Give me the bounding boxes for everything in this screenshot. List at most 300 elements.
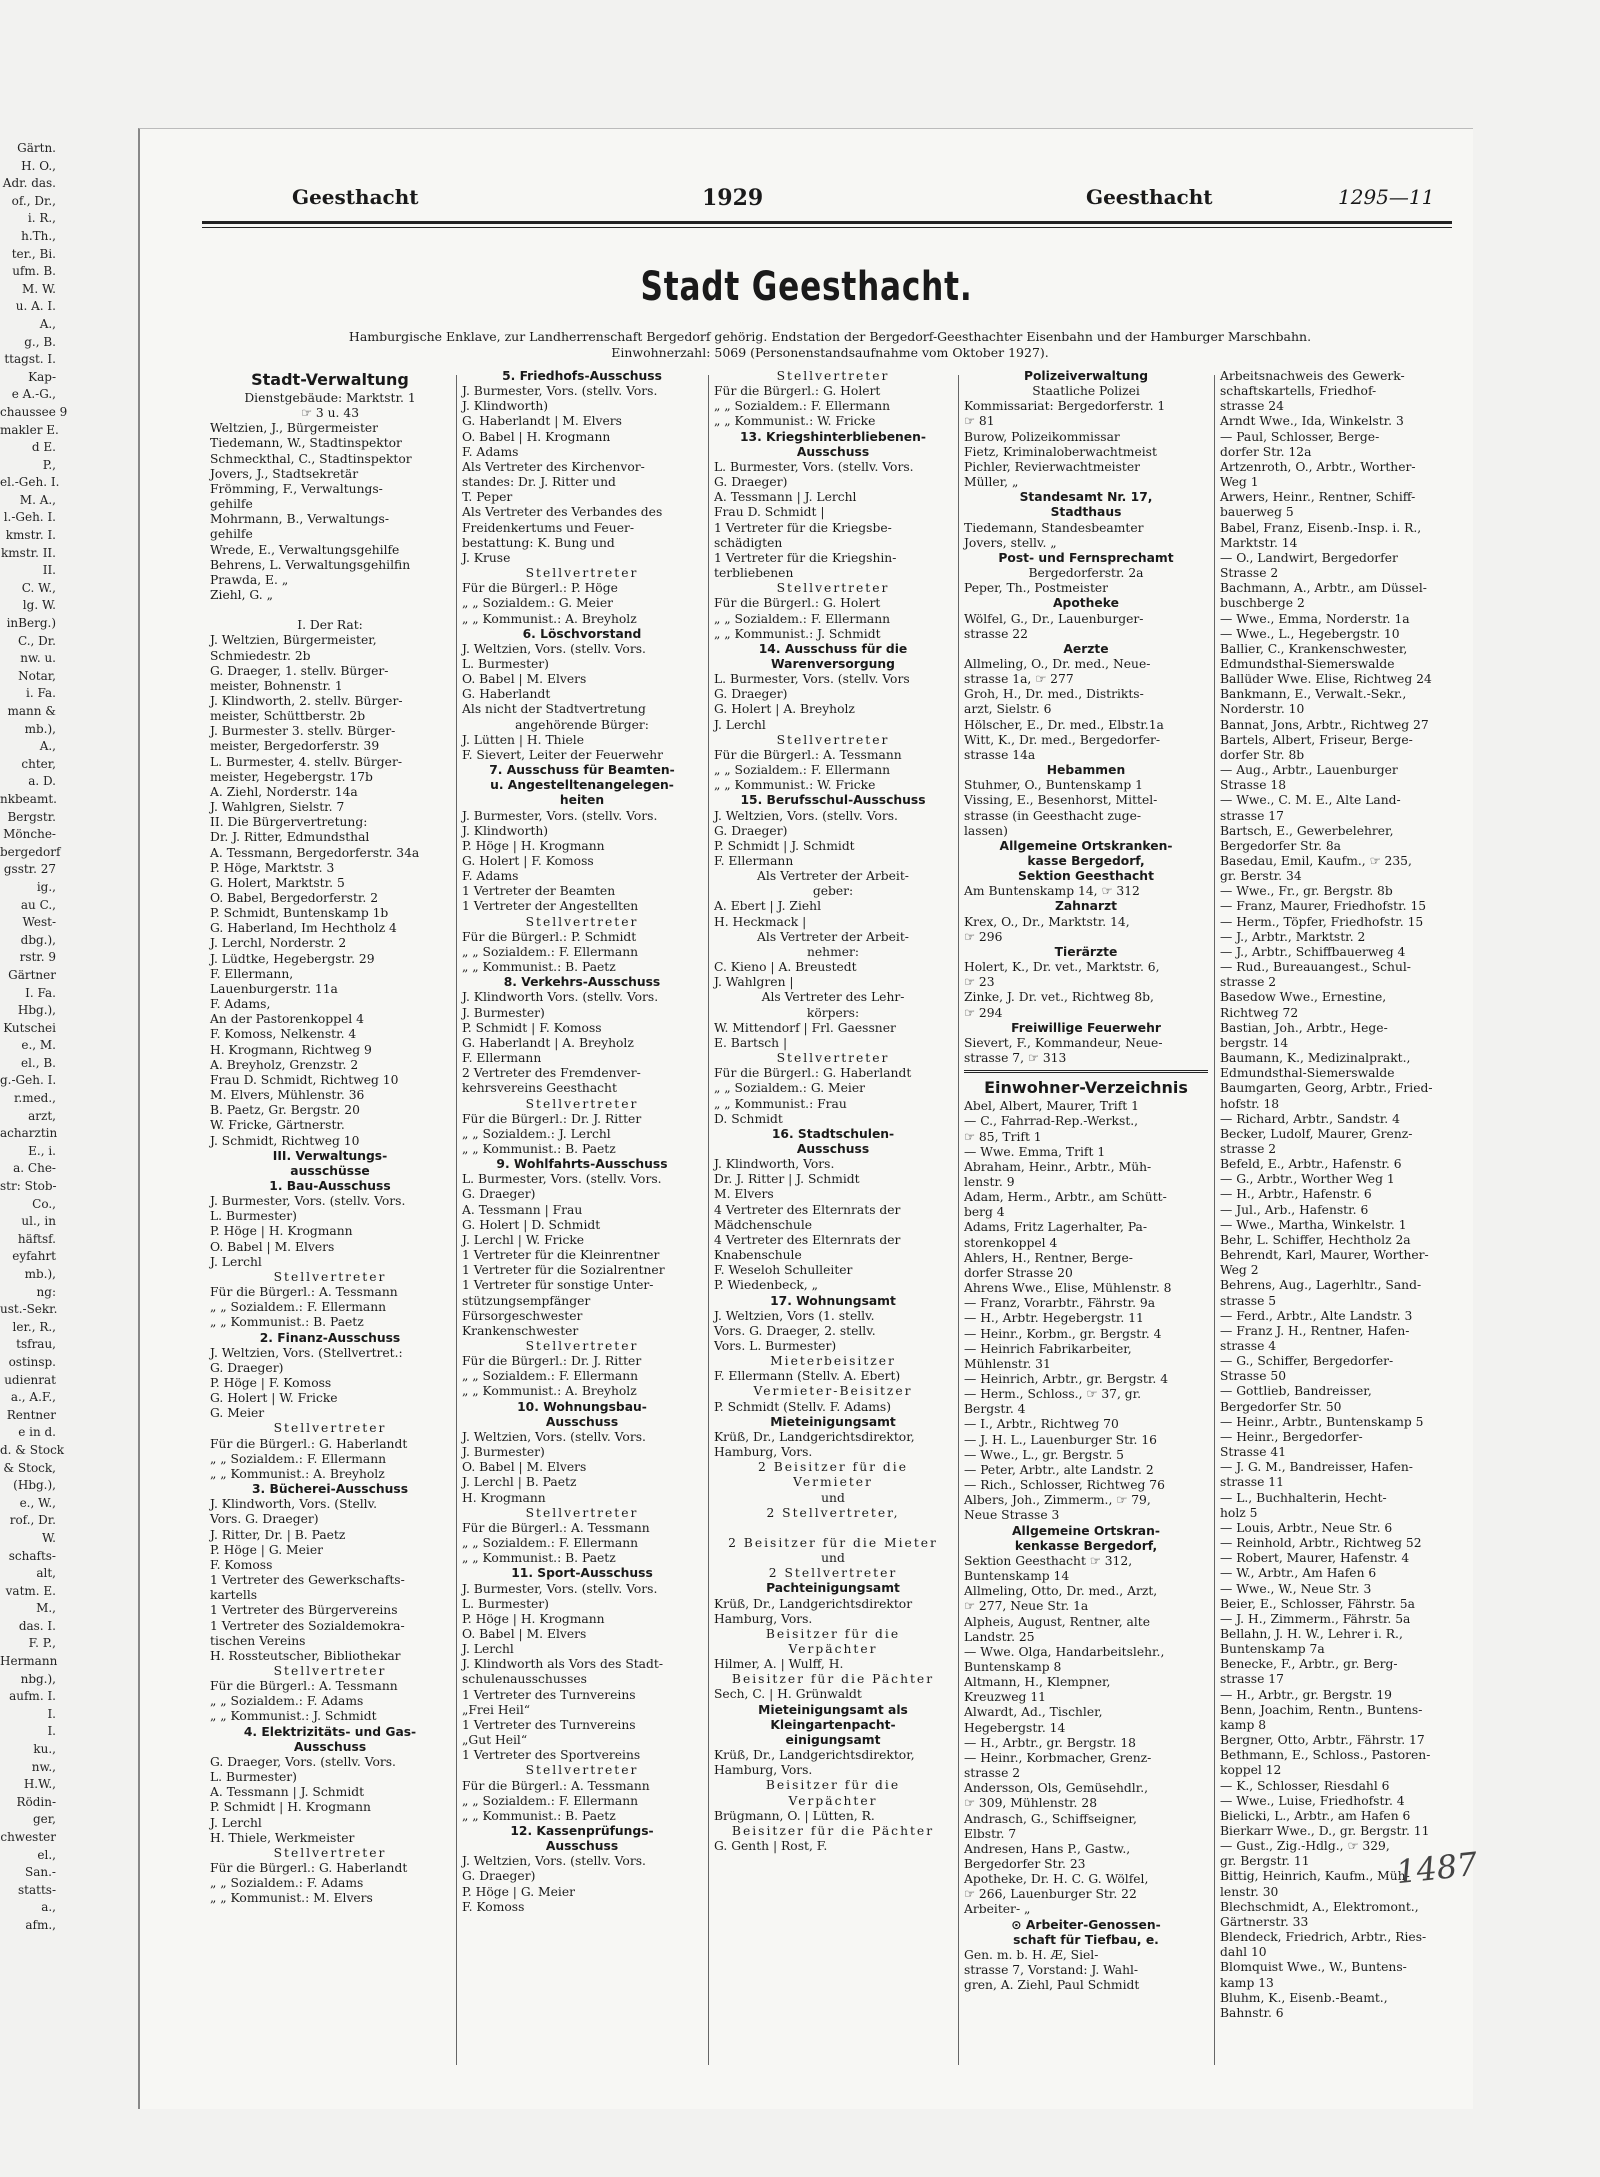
margin-line: kmstr. I. [5,528,56,543]
entry-line: dorfer Str. 8b [1220,747,1305,762]
margin-line: I. Fa. [25,985,56,1000]
entry-line: G. Holert, Marktstr. 5 [210,875,345,890]
section-heading: 11. Sport-Ausschuss [511,1566,653,1581]
margin-line: vatm. E. [5,1583,56,1598]
entry-line: Jovers, J., Stadtsekretär [210,466,359,481]
entry-line: — Wwe., Emma, Norderstr. 1a [1220,611,1410,626]
entry-line: ☞ 309, Mühlenstr. 28 [964,1796,1098,1811]
entry-line: G. Draeger) [462,1869,536,1884]
entry-line: Abraham, Heinr., Arbtr., Müh- [964,1159,1152,1174]
section-heading: Polizeiverwaltung [1023,369,1149,383]
entry-line: „Frei Heil“ [462,1702,531,1717]
margin-line: chwester [0,1830,56,1844]
entry-line: — H., Arbtr. Hegebergstr. 11 [964,1311,1144,1326]
entry-line: 1 Vertreter der Angestellten [462,899,639,914]
entry-line: holz 5 [1220,1505,1258,1520]
margin-line: g., B. [24,334,56,349]
entry-line: Frau D. Schmidt | [714,505,825,520]
entry-line: Elbstr. 7 [964,1826,1017,1841]
entry-line: G. Draeger, Vors. (stellv. Vors. [210,1754,396,1769]
entry-line: — Reinhold, Arbtr., Richtweg 52 [1220,1536,1422,1551]
margin-line: E., i. [28,1143,56,1158]
margin-line: W. [41,1530,56,1545]
entry-line: Gen. m. b. H. Æ, Siel- [964,1947,1099,1962]
entry-line: Bierkarr Wwe., D., gr. Bergstr. 11 [1220,1824,1430,1838]
entry-line: Allmeling, O., Dr. med., Neue- [964,656,1151,671]
margin-line: & Stock, [3,1460,56,1475]
margin-line: schafts- [8,1548,56,1563]
entry-line: „ „ Sozialdem.: F. Ellermann [210,1451,387,1466]
entry-line: Allmeling, Otto, Dr. med., Arzt, [964,1584,1158,1599]
entry-line: Frömming, F., Verwaltungs- [210,481,383,496]
margin-line: nbg.), [20,1671,56,1686]
entry-line: strasse 7, Vorstand: J. Wahl- [964,1963,1139,1978]
margin-line: a., [41,1900,56,1915]
entry-line: J. Weltzien, Vors. (stellv. Vors. [714,808,898,823]
entry-line: meister, Bohnenstr. 1 [210,678,343,693]
entry-line: strasse 4 [1220,1339,1277,1353]
margin-line: a., A.F., [10,1390,56,1405]
entry-line: — Heinr., Korbm., gr. Bergstr. 4 [964,1326,1162,1341]
entry-line: gr. Berstr. 34 [1220,869,1302,884]
margin-line: inBerg.) [6,616,56,631]
entry-line: J. Lerchl [714,717,766,732]
entry-line: ☞ 23 [964,975,995,990]
entry-line: Stellvertreter [525,1505,639,1520]
entry-line: — H., Arbtr., gr. Bergstr. 19 [1220,1687,1393,1702]
entry-line: und [821,1551,845,1566]
entry-line: strasse 22 [964,626,1028,641]
entry-line: F. Ellermann, [210,966,294,981]
entry-line: Blomquist Wwe., W., Buntens- [1220,1960,1407,1975]
entry-line: Adams, Fritz Lagerhalter, Pa- [964,1220,1148,1235]
entry-line: nehmer: [806,944,860,959]
entry-line: Krex, O., Dr., Marktstr. 14, [964,914,1130,929]
section-heading: Warenversorgung [771,656,895,671]
entry-line: An der Pastorenkoppel 4 [210,1012,364,1027]
entry-line: J. Burmester, Vors. (stellv. Vors. [462,384,658,399]
margin-line: a. D. [28,774,56,789]
entry-line: 2 Beisitzer für die Mieter [728,1535,938,1550]
entry-line: strasse 2 [964,1766,1021,1781]
entry-line: Basedau, Emil, Kaufm., ☞ 235, [1220,854,1412,868]
margin-line: C. W., [21,580,56,595]
section-heading: 7. Ausschuss für Beamten- [489,763,675,778]
section-heading: Freiwillige Feuerwehr [1011,1020,1161,1035]
margin-line: l.-Geh. I. [3,510,56,525]
entry-line: Hilmer, A. | Wulff, H. [714,1657,844,1672]
entry-line: F. Komoss [210,1557,273,1572]
entry-line: Strasse 41 [1220,1445,1287,1460]
section-heading: Post- und Fernsprechamt [998,550,1174,565]
margin-line: ger, [32,1812,56,1827]
entry-line: — Robert, Maurer, Hafenstr. 4 [1220,1551,1410,1566]
section-heading: kenkasse Bergedorf, [1014,1538,1158,1553]
entry-line: Arndt Wwe., Ida, Winkelstr. 3 [1220,414,1404,429]
entry-line: ☞ 266, Lauenburger Str. 22 [964,1887,1137,1902]
entry-line: Fietz, Kriminaloberwachtmeist [964,444,1157,459]
entry-line: L. Burmester, 4. stellv. Bürger- [210,754,402,769]
entry-line: Marktstr. 14 [1220,535,1298,550]
entry-line: 1 Vertreter für sonstige Unter- [462,1278,654,1293]
section-heading: Mieteinigungsamt als [758,1702,908,1717]
entry-line: J. Klindworth, 2. stellv. Bürger- [210,693,403,708]
entry-line: F. Sievert, Leiter der Feuerwehr [462,747,664,762]
entry-line: Strasse 18 [1220,778,1287,793]
entry-line: Für die Bürgerl.: Dr. J. Ritter [462,1111,642,1126]
entry-line: Neue Strasse 3 [964,1508,1060,1523]
entry-line: Arbeiter- „ [964,1902,1031,1917]
entry-line: — J., Arbtr., Marktstr. 2 [1220,929,1366,944]
entry-line: H. Heckmack | [714,914,807,929]
header-rule-thin [202,227,1452,228]
entry-line: Verpächter [788,1793,878,1808]
entry-line: Baumann, K., Medizinalprakt., [1220,1051,1411,1066]
entry-line: Behrens, Aug., Lagerhltr., Sand- [1220,1278,1422,1293]
entry-line: P. Höge | G. Meier [210,1542,323,1557]
running-head-left: Geesthacht [292,185,419,209]
entry-line: Stellvertreter [525,1339,639,1353]
page-title: Stadt Geesthacht. [640,264,973,310]
entry-line: Als Vertreter der Arbeit- [757,929,909,944]
margin-line: gsstr. 27 [3,862,56,877]
entry-line: Vissing, E., Besenhorst, Mittel- [964,793,1158,808]
section-heading: 15. Berufsschul-Ausschuss [740,793,926,808]
entry-line: Krüß, Dr., Landgerichtsdirektor, [714,1429,915,1444]
section-heading: Allgemeine Ortskran- [1012,1523,1160,1538]
margin-line: h.Th., [21,228,56,243]
entry-line: 1 Vertreter des Sportvereins [462,1748,641,1763]
entry-line: „ „ Sozialdem.: G. Meier [462,596,613,611]
entry-line: O. Babel | M. Elvers [462,1626,587,1641]
section-heading: 17. Wohnungsamt [770,1293,896,1308]
entry-line: angehörende Bürger: [515,717,649,732]
margin-line: nkbeamt. [0,791,57,806]
section-heading: 5. Friedhofs-Ausschuss [502,369,662,383]
section-heading: 16. Stadtschulen- [771,1126,895,1141]
entry-line: Albers, Joh., Zimmerm., ☞ 79, [964,1493,1151,1508]
entry-line: — L., Buchhalterin, Hecht- [1220,1490,1387,1505]
margin-line: Kutschei [3,1020,56,1035]
section-heading: 4. Elektrizitäts- und Gas- [243,1724,417,1739]
entry-line: strasse 2 [1220,975,1277,990]
entry-line: A. Tessmann | J. Schmidt [210,1785,365,1800]
entry-line: Bergedorfer Str. 23 [964,1857,1086,1871]
entry-line: — Franz, Maurer, Friedhofstr. 15 [1220,899,1427,914]
margin-line: r.med., [13,1091,56,1106]
entry-line: strasse 17 [1220,808,1284,823]
entry-line: — Gust., Zig.-Hdlg., ☞ 329, [1220,1839,1390,1854]
section-heading: Stadt-Verwaltung [251,370,409,389]
margin-line: West- [22,915,56,930]
entry-line: P. Schmidt | J. Schmidt [714,838,855,853]
entry-line: Krüß, Dr., Landgerichtsdirektor, [714,1748,915,1763]
entry-line [210,603,450,618]
margin-line: i. Fa. [26,686,56,701]
section-heading: Ausschuss [545,1839,619,1854]
margin-line: das. I. [18,1618,56,1633]
entry-line: G. Meier [210,1406,265,1421]
entry-line: G. Draeger) [714,823,788,838]
entry-line: Schmiedestr. 2b [210,648,311,663]
entry-line: Stellvertreter [776,1051,890,1066]
entry-line: J. Burmester, Vors. (stellv. Vors. [210,1194,406,1209]
margin-line: Hbg.), [17,1003,56,1018]
entry-line: dahl 10 [1220,1945,1267,1960]
section-heading: 6. Löschvorstand [522,626,642,641]
entry-line: J. Wahlgren, Sielstr. 7 [210,800,345,815]
entry-line: — G., Arbtr., Worther Weg 1 [1220,1172,1395,1187]
entry-line: O. Babel | M. Elvers [462,672,587,687]
entry-line: „ „ Sozialdem.: F. Ellermann [714,399,891,414]
entry-line: meister, Bergedorferstr. 39 [210,739,380,754]
margin-line: alt, [36,1566,56,1581]
entry-line: — I., Arbtr., Richtweg 70 [964,1417,1119,1432]
entry-line: Bergstr. 4 [964,1402,1026,1417]
column-5 [1220,369,1456,2021]
entry-line: J. Burmester 3. stellv. Bürger- [210,724,396,739]
entry-line: Ahlers, H., Rentner, Berge- [964,1250,1133,1265]
section-heading: Sektion Geesthacht [1018,869,1154,884]
margin-line: arzt, [28,1108,56,1123]
margin-line: I. [47,1706,56,1721]
entry-line: — Louis, Arbtr., Neue Str. 6 [1220,1520,1393,1535]
entry-line: Baumgarten, Georg, Arbtr., Fried- [1220,1081,1433,1096]
margin-line: e A.-G., [11,387,56,402]
entry-line: bestattung: K. Bung und [462,535,615,550]
entry-line: Zinke, J. Dr. vet., Richtweg 8b, [964,990,1154,1005]
entry-line: Sektion Geesthacht ☞ 312, [964,1553,1133,1568]
entry-line: Stellvertreter [273,1845,387,1860]
section-heading: 8. Verkehrs-Ausschuss [503,975,661,990]
entry-line: L. Burmester) [210,1770,297,1785]
entry-line: „ „ Sozialdem.: F. Adams [210,1694,364,1709]
entry-line: Beisitzer für die [765,1778,901,1793]
entry-line: J. Lerchl [210,1815,262,1830]
margin-line: Hermann [0,1654,58,1669]
entry-line: G. Holert | D. Schmidt [462,1217,601,1232]
entry-line: „ „ Sozialdem.: F. Ellermann [462,1536,639,1551]
entry-line: „ „ Kommunist.: J. Schmidt [714,626,881,641]
entry-line: O. Babel | M. Elvers [462,1460,587,1475]
margin-line: San.- [25,1865,56,1880]
entry-line: bauerweg 5 [1220,505,1294,520]
entry-line: Peper, Th., Postmeister [964,581,1109,596]
margin-line: Kap- [28,369,56,384]
entry-line: Bachmann, A., Arbtr., am Düssel- [1220,581,1427,596]
entry-line: und [821,1490,845,1505]
entry-line: Für die Bürgerl.: A. Tessmann [210,1285,398,1300]
section-heading: 10. Wohnungsbau- [517,1399,647,1414]
entry-line: „ „ Kommunist.: B. Paetz [462,960,616,975]
intro-text [210,329,1450,361]
entry-line: Knabenschule [714,1248,802,1263]
entry-line: kartells [210,1588,258,1603]
entry-line: Stellvertreter [525,914,639,929]
margin-line: M. A., [19,492,56,507]
entry-line: L. Burmester, Vors. (stellv. Vors. [714,459,914,474]
entry-line: Buntenskamp 14 [964,1569,1070,1584]
entry-line: strasse 1a, ☞ 277 [964,672,1074,687]
entry-line: Holert, K., Dr. vet., Marktstr. 6, [964,960,1160,975]
entry-line: Buntenskamp 7a [1220,1642,1325,1657]
column-3 [714,369,952,1854]
entry-line: „ „ Sozialdem.: F. Ellermann [714,611,891,626]
entry-line: G. Haberland, Im Hechtholz 4 [210,921,397,936]
entry-line: W. Fricke, Gärtnerstr. [210,1118,345,1133]
entry-line: Fürsorgeschwester [462,1308,583,1323]
margin-line: ul., in [21,1214,56,1229]
entry-line: J. Burmester) [462,1005,545,1020]
entry-line: Andersson, Ols, Gemüsehdlr., [964,1781,1149,1796]
entry-line: „ „ Sozialdem.: G. Meier [714,1081,865,1096]
entry-line: — Franz, Vorarbtr., Fährstr. 9a [964,1296,1156,1311]
entry-line: meister, Schüttberstr. 2b [210,709,366,724]
entry-line: „Gut Heil“ [462,1733,528,1748]
entry-line: Stellvertreter [525,1096,639,1111]
section-heading: ausschüsse [290,1163,370,1178]
entry-line: ☞ 294 [964,1005,1003,1020]
running-head-year: 1929 [702,185,764,211]
margin-line: ttagst. I. [4,352,56,367]
entry-line: körpers: [806,1005,860,1020]
entry-line: Bergner, Otto, Arbtr., Fährstr. 17 [1220,1733,1425,1748]
entry-line: gehilfe [210,497,253,512]
entry-line [964,1070,1208,1073]
entry-line: „ „ Sozialdem.: F. Ellermann [462,1793,639,1808]
entry-line: J. Schmidt, Richtweg 10 [210,1133,360,1148]
entry-line: Andresen, Hans P., Gastw., [964,1841,1131,1856]
entry-line: ☞ 277, Neue Str. 1a [964,1599,1089,1614]
entry-line: Sech, C. | H. Grünwaldt [714,1687,862,1702]
entry-line: Krankenschwester [462,1323,579,1338]
entry-line: — Herm., Töpfer, Friedhofstr. 15 [1220,914,1424,929]
column-4 [964,369,1208,1993]
entry-line: J. Lüdtke, Hegebergstr. 29 [210,951,375,966]
margin-line: u. A. I. [15,299,56,314]
margin-line: nw., [31,1759,56,1774]
entry-line: F. Ellermann [714,854,794,868]
margin-line: i. R., [27,211,56,226]
margin-line: H.W., [23,1777,56,1792]
margin-line: A., [39,739,56,754]
entry-line: Als Vertreter des Verbandes des [462,505,663,520]
entry-line: J. Klindworth) [462,823,549,838]
entry-line: Hölscher, E., Dr. med., Elbstr.1a [964,717,1164,732]
entry-line: Behrens, L. Verwaltungsgehilfin [210,557,411,572]
entry-line: Bannat, Jons, Arbtr., Richtweg 27 [1220,717,1429,732]
column-1 [210,369,450,1906]
margin-line: afm., [25,1917,56,1932]
entry-line: Stellvertreter [273,1269,387,1284]
entry-line: J. Klindworth, Vors. [714,1157,835,1172]
entry-line: „ „ Kommunist.: W. Fricke [714,414,876,429]
entry-line: G. Draeger) [714,687,788,702]
margin-line: statts- [18,1882,56,1897]
margin-line: Rentner [6,1407,56,1422]
entry-line: A. Tessmann, Bergedorferstr. 34a [210,845,420,860]
entry-line: berg 4 [964,1205,1005,1220]
entry-line: „ „ Kommunist.: B. Paetz [462,1141,616,1156]
entry-line: Arbeitsnachweis des Gewerk- [1220,369,1405,383]
entry-line: G. Draeger, 1. stellv. Bürger- [210,663,389,678]
entry-line: P. Schmidt (Stellv. F. Adams) [714,1399,892,1414]
entry-line: M. Elvers, Mühlenstr. 36 [210,1088,365,1103]
entry-line: F. Adams [462,869,519,884]
section-heading: ⊙ Arbeiter-Genossen- [1011,1917,1161,1932]
margin-line: I. [47,1724,56,1739]
margin-line: Mönche- [3,827,56,842]
section-heading: 12. Kassenprüfungs- [510,1824,654,1838]
entry-line: — Wwe., Martha, Winkelstr. 1 [1220,1217,1407,1232]
entry-line: J. Kruse [462,550,511,565]
entry-line: Tiedemann, Standesbeamter [964,520,1144,535]
entry-line: Babel, Franz, Eisenb.-Insp. i. R., [1220,520,1422,535]
entry-line: T. Peper [462,490,513,505]
margin-line: ostinsp. [8,1354,56,1369]
section-heading: Ausschuss [796,1141,870,1156]
entry-line: J. Burmester) [462,1445,545,1460]
entry-line: Für die Bürgerl.: A. Tessmann [462,1520,650,1535]
section-heading: Kleingartenpacht- [770,1717,896,1732]
entry-line: Bittig, Heinrich, Kaufm., Müh- [1220,1869,1410,1884]
entry-line: buschberge 2 [1220,596,1305,611]
entry-line: Groh, H., Dr. med., Distrikts- [964,687,1144,702]
entry-line: A. Breyholz, Grenzstr. 2 [210,1057,359,1072]
margin-line: Bergstr. [7,809,56,824]
entry-line: Andrasch, G., Schiffseigner, [964,1811,1137,1826]
entry-line: „ „ Sozialdem.: F. Ellermann [462,944,639,959]
entry-line: Apotheke, Dr. H. C. G. Wölfel, [964,1872,1149,1887]
columns [210,369,1460,2069]
entry-line: schaftskartells, Friedhof- [1220,384,1377,399]
entry-line: „ „ Kommunist.: A. Breyholz [462,1384,637,1399]
entry-line: Alwardt, Ad., Tischler, [964,1705,1103,1720]
entry-line: standes: Dr. J. Ritter und [462,475,616,490]
entry-line: 1 Vertreter des Turnvereins [462,1687,636,1702]
margin-line: str: Stob- [0,1179,57,1194]
entry-line: G. Holert | W. Fricke [210,1391,338,1406]
entry-line: Vors. L. Burmester) [714,1339,837,1353]
left-margin-strip [0,140,68,2140]
entry-line: — Wwe. Olga, Handarbeitslehr., [964,1644,1165,1659]
entry-line: „ „ Sozialdem.: F. Ellermann [210,1300,387,1315]
entry-line: J. Weltzien, Vors (1. stellv. [714,1308,875,1323]
margin-line: Gärtn. [17,141,56,155]
entry-line: Artzenroth, O., Arbtr., Worther- [1220,459,1416,474]
running-head-right: Geesthacht [1086,185,1213,209]
entry-line: 2 Stellvertreter, [766,1505,900,1520]
entry-line: Beisitzer für die [765,1626,901,1641]
entry-line: Stuhmer, O., Buntenskamp 1 [964,778,1143,793]
margin-line: Adr. das. [2,176,56,191]
entry-line: 1 Vertreter des Turnvereins [462,1717,636,1732]
margin-line: ku., [33,1742,56,1757]
entry-line: 1 Vertreter für die Kriegsbe- [714,520,892,535]
section-heading: Zahnarzt [1054,899,1118,914]
entry-line: Als Vertreter des Kirchenvor- [462,459,645,474]
entry-line: Stellvertreter [525,1763,639,1778]
entry-line: P. Schmidt | H. Krogmann [210,1800,371,1815]
entry-line: G. Haberlandt | A. Breyholz [462,1035,634,1050]
entry-line: J. Klindworth als Vors des Stadt- [462,1657,663,1672]
margin-line: mb.), [24,1267,56,1281]
entry-line: G. Genth | Rost, F. [714,1839,828,1853]
entry-line: 2 Beisitzer für die [757,1460,909,1475]
entry-line: Für die Bürgerl.: A. Tessmann [210,1679,398,1694]
section-heading: Allgemeine Ortskranken- [999,838,1173,853]
margin-line: A., [39,316,56,331]
